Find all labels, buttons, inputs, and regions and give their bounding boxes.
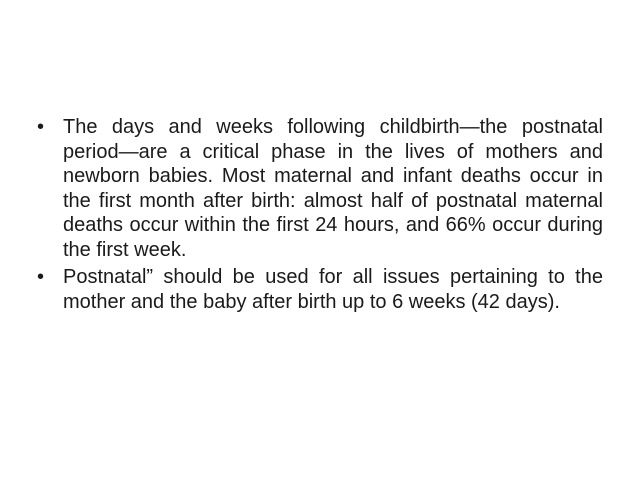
- bullet-marker: •: [37, 116, 45, 138]
- bullet-list: [37, 115, 603, 317]
- bullet-text: The days and weeks following childbirth—the postnatal period—are a critical phase in the lives of mothers and newborn babies. Most maternal and infant deaths occur in the first month after birth: almost half of postnatal maternal deaths occur within the first 24 hours, and 66% occur during the first week.: [63, 116, 603, 261]
- bullet-item-postnatal-period: [37, 115, 603, 262]
- bullet-item-postnatal-definition: [37, 265, 603, 314]
- bullet-marker: •: [37, 266, 45, 288]
- bullet-text: Postnatal” should be used for all issues pertaining to the mother and the baby after birth up to 6 weeks (42 days).: [63, 266, 603, 313]
